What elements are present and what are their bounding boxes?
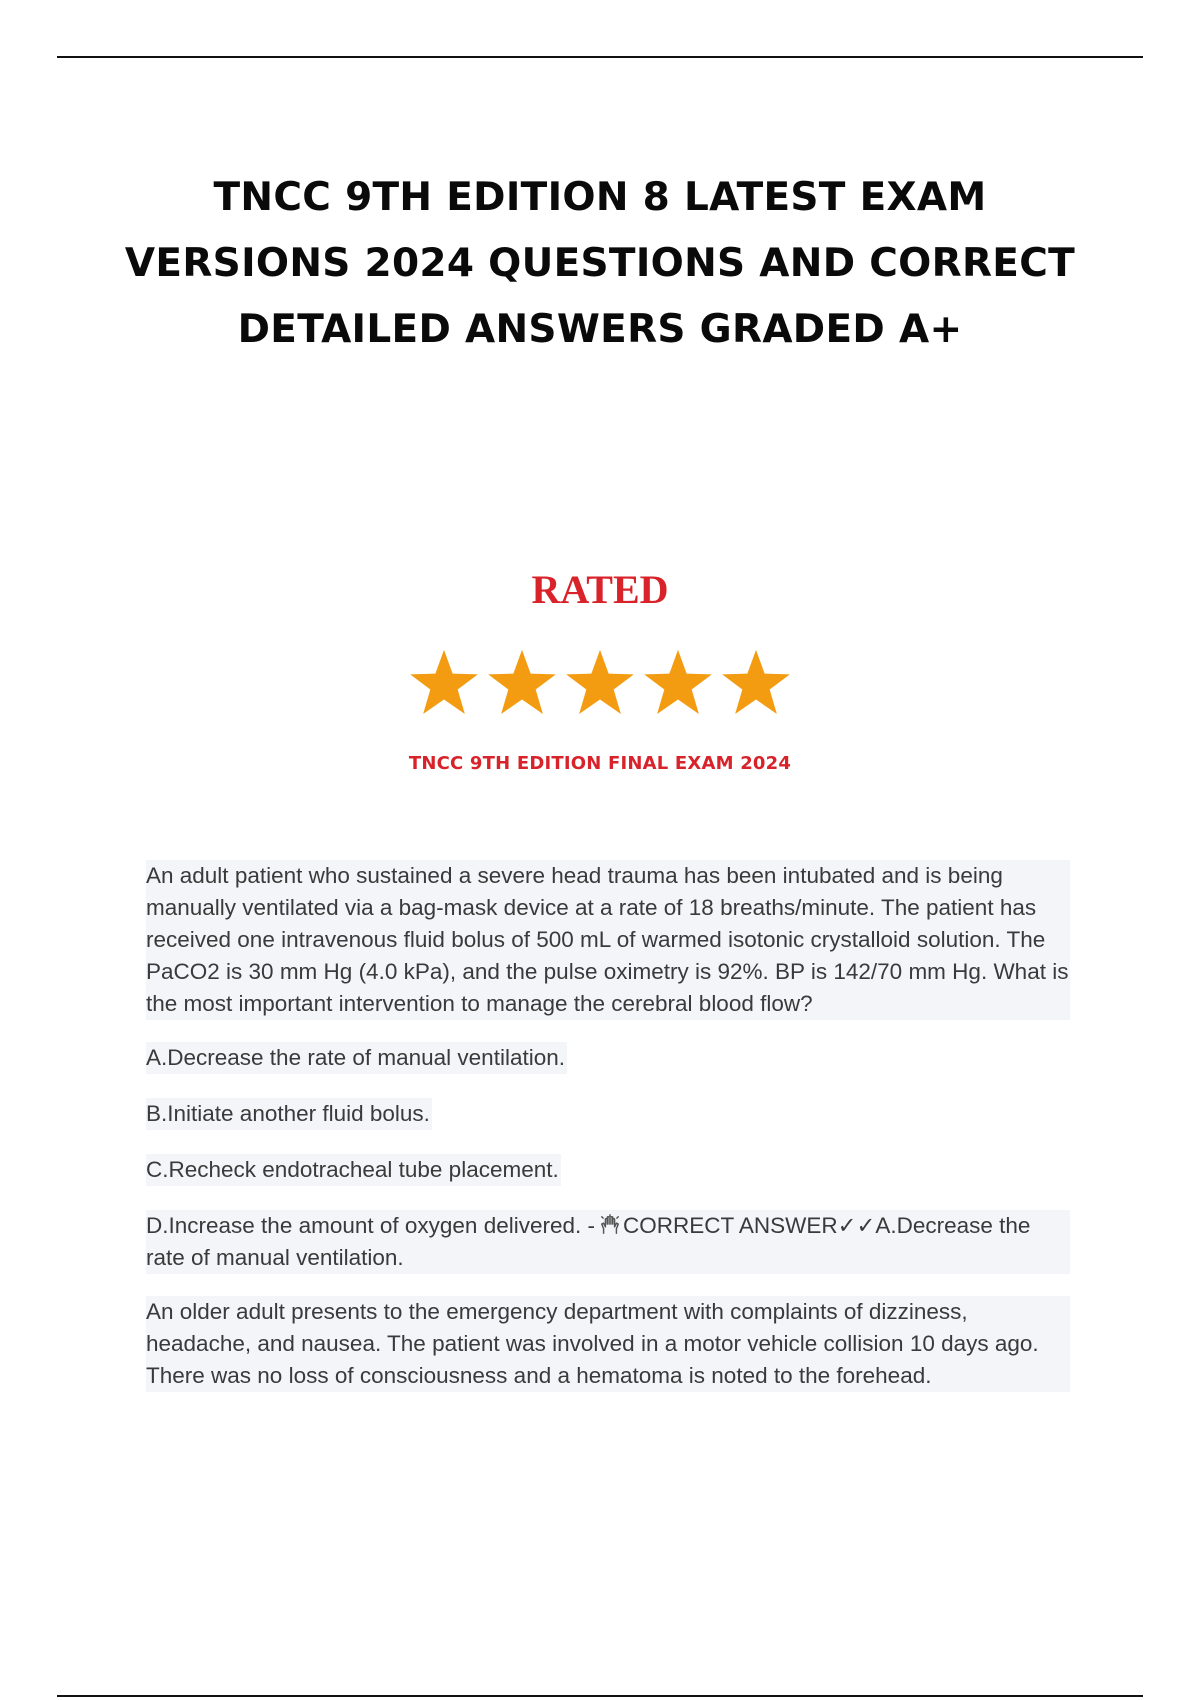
- rating-block: [0, 565, 1200, 774]
- option-b: B.Initiate another fluid bolus.: [146, 1098, 432, 1130]
- option-c: C.Recheck endotracheal tube placement.: [146, 1154, 561, 1186]
- star-icon: [408, 647, 480, 719]
- correct-answer: CORRECT ANSWER✓✓A.Decrease the rate of manual ventilation.: [146, 1213, 1031, 1270]
- star-icon: [564, 647, 636, 719]
- star-icon: [642, 647, 714, 719]
- star-icon: [720, 647, 792, 719]
- option-d-with-answer: [146, 1210, 1070, 1274]
- bottom-rule: [57, 1695, 1143, 1697]
- rated-label: RATED: [531, 567, 669, 612]
- star-icon: [486, 647, 558, 719]
- question-stem: An older adult presents to the emergency department with complaints of dizziness, headache, and nausea. The patient was involved in a motor vehicle collision 10 days ago. There was no loss of consciousness and a hematoma is noted to the forehead.: [146, 1296, 1070, 1392]
- document-title: TNCC 9TH EDITION 8 LATEST EXAM VERSIONS 2024 QUESTIONS AND CORRECT DETAILED ANSWERS GRADED A+: [124, 175, 1076, 352]
- document-body: [146, 860, 1070, 1414]
- raised-hands-icon: [599, 1214, 621, 1236]
- option-a: A.Decrease the rate of manual ventilation.: [146, 1042, 567, 1074]
- star-rating: [0, 647, 1200, 727]
- question-stem: An adult patient who sustained a severe head trauma has been intubated and is being manually ventilated via a bag-mask device at a rate of 18 breaths/minute. The patient has received one intravenous fluid bolus of 500 mL of warmed isotonic crystalloid solution. The PaCO2 is 30 mm Hg (4.0 kPa), and the pulse oximetry is 92%. BP is 142/70 mm Hg. What is the most important intervention to manage the cerebral blood flow?: [146, 860, 1070, 1020]
- option-d: D.Increase the amount of oxygen delivered. -: [146, 1213, 596, 1238]
- top-rule: [57, 56, 1143, 58]
- exam-subtitle: TNCC 9TH EDITION FINAL EXAM 2024: [408, 753, 792, 774]
